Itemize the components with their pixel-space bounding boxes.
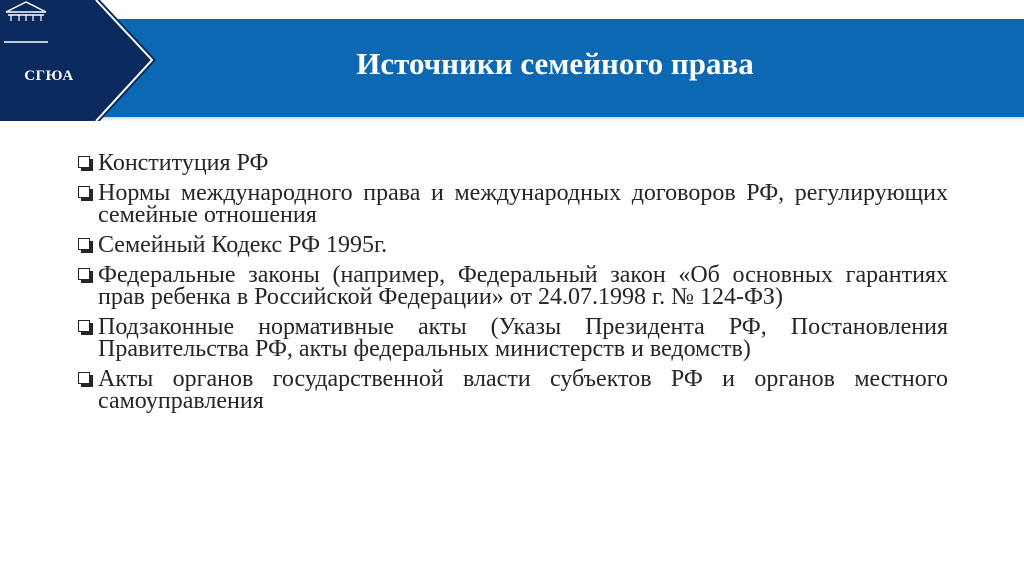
sources-list (78, 152, 948, 420)
list-item-text: Конституция РФ (98, 150, 269, 176)
checkbox-bullet-icon (78, 186, 90, 198)
list-item (78, 264, 948, 308)
list-item (78, 368, 948, 412)
page-title: Источники семейного права (356, 46, 754, 81)
checkbox-bullet-icon (78, 238, 90, 250)
list-item-text: Акты органов государственной власти субъектов РФ и органов местного самоуправления (98, 366, 948, 414)
list-item (78, 152, 948, 174)
list-item (78, 316, 948, 360)
checkbox-bullet-icon (78, 268, 90, 280)
list-item-text: Подзаконные нормативные акты (Указы Президента РФ, Постановления Правительства РФ, акты федеральных министерств и ведомств) (98, 314, 948, 362)
checkbox-bullet-icon (78, 156, 90, 168)
logo-text: СГЮА (24, 68, 74, 84)
list-item (78, 182, 948, 226)
list-item-text: Семейный Кодекс РФ 1995г. (98, 232, 388, 258)
logo (0, 0, 160, 121)
list-item (78, 234, 948, 256)
building-emblem-icon (0, 0, 52, 46)
list-item-text: Федеральные законы (например, Федеральный закон «Об основных гарантиях прав ребенка в Российской Федерации» от 24.07.1998 г. № 124-ФЗ) (98, 262, 948, 310)
list-item-text: Нормы международного права и международных договоров РФ, регулирующих семейные отношения (98, 180, 948, 228)
checkbox-bullet-icon (78, 320, 90, 332)
checkbox-bullet-icon (78, 372, 90, 384)
